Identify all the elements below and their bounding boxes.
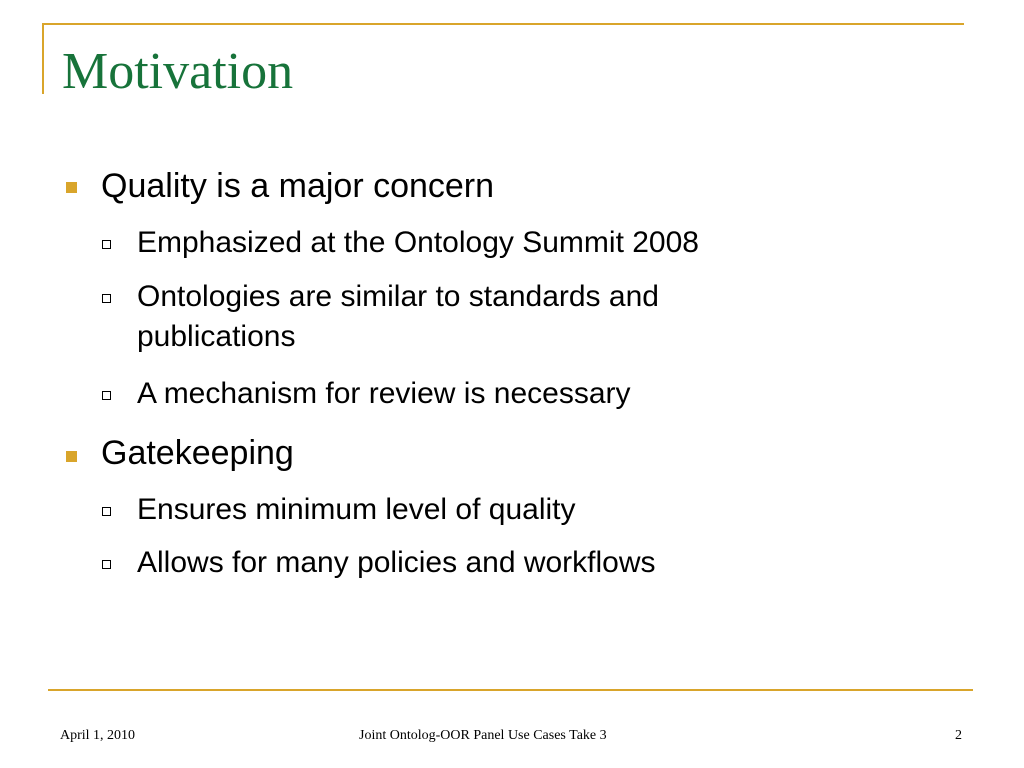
bullet-gatekeeping: Gatekeeping [101,434,294,472]
footer-rule [48,689,973,691]
slide-title: Motivation [62,43,294,100]
hollow-square-bullet-icon [102,294,111,303]
gold-square-bullet-icon [66,451,77,462]
footer-date: April 1, 2010 [60,728,136,743]
hollow-square-bullet-icon [102,560,111,569]
sub-bullet-review: A mechanism for review is necessary [137,377,631,410]
footer-title: Joint Ontolog-OOR Panel Use Cases Take 3 [359,728,607,743]
bullet-quality: Quality is a major concern [101,167,495,205]
sub-bullet-standards: Ontologies are similar to standards and publications [137,280,659,353]
sub-bullet-policies: Allows for many policies and workflows [137,546,656,579]
hollow-square-bullet-icon [102,240,111,249]
hollow-square-bullet-icon [102,507,111,516]
sub-bullet-minimum-quality: Ensures minimum level of quality [137,493,576,526]
page-number: 2 [955,728,962,743]
hollow-square-bullet-icon [102,391,111,400]
sub-bullet-summit: Emphasized at the Ontology Summit 2008 [137,226,699,259]
gold-square-bullet-icon [66,182,77,193]
